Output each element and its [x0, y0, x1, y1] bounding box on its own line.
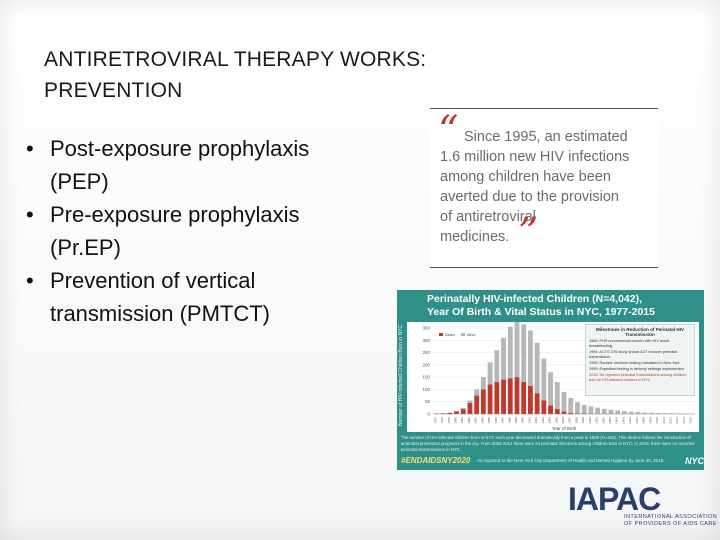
milestone-item: 1999: Expedited testing in delivery settings implemented [589, 367, 684, 371]
legend-swatch-alive [461, 333, 465, 336]
x-tick-label: 1980 [453, 417, 458, 424]
bullet-text-line: Post-exposure prophylaxis [50, 136, 310, 161]
quote-box [430, 108, 658, 268]
x-tick-label: 1997 [567, 417, 572, 424]
bar-dead [454, 412, 459, 414]
x-tick-label: 1995 [554, 417, 559, 424]
bullet-item-pmtct [26, 264, 386, 330]
x-tick-label: 1986 [493, 417, 498, 424]
quote-line: among children have been [440, 169, 611, 185]
x-tick-label: 1979 [446, 417, 451, 424]
chart-area [407, 322, 699, 432]
x-tick-label: 2000 [587, 417, 592, 424]
x-tick-label: 1985 [487, 417, 492, 424]
bullet-text-line: transmission (PMTCT) [50, 301, 271, 326]
quote-line: 1.6 million new HIV infections [440, 149, 630, 165]
milestones-box [585, 324, 695, 396]
bar-alive [562, 392, 567, 412]
bar-alive [481, 377, 486, 389]
x-tick-label: 2008 [641, 417, 646, 424]
bar-alive [508, 327, 513, 379]
x-tick-label: 1978 [440, 417, 445, 424]
logo-wordmark: IAPAC [568, 481, 661, 517]
infographic-side-label: Number of HIV-infected Children Born in NYC [398, 324, 404, 426]
legend-label-dead: Dead [445, 332, 455, 337]
source-credit: As reported to the New York City Department of Health and Mental Hygiene by June 30, 2016. [477, 458, 665, 463]
x-tick-label: 1996 [561, 417, 565, 424]
bar-dead [548, 405, 553, 414]
y-tick-label: 50 [424, 399, 430, 405]
bullet-list [26, 132, 386, 330]
x-tick-label: 1982 [466, 417, 471, 424]
x-tick-label: 2010 [655, 417, 660, 424]
quote-text [440, 127, 655, 247]
bar-alive [588, 406, 593, 413]
bar-alive [468, 400, 473, 402]
bar-alive [635, 412, 640, 414]
bar-alive [575, 402, 580, 413]
x-tick-label: 2009 [648, 417, 653, 424]
bullet-text-line: Pre-exposure prophylaxis [50, 202, 300, 227]
x-tick-label: 1992 [534, 417, 539, 424]
bar-alive [615, 410, 620, 414]
bar-alive [488, 362, 493, 384]
quote-line: of antiretroviral [440, 209, 536, 225]
y-tick-label: 0 [427, 411, 430, 417]
y-tick-label: 350 [422, 325, 430, 331]
bar-dead [501, 380, 506, 414]
infographic-title-line: Perinatally HIV-infected Children (N=4,042), [427, 293, 643, 305]
bar-alive [541, 359, 546, 401]
bar-dead [528, 386, 533, 414]
x-tick-label: 2004 [614, 417, 619, 424]
bar-dead [535, 393, 540, 414]
hashtag-text: #ENDAIDSNY2020 [401, 456, 471, 465]
x-tick-label: 1989 [513, 417, 518, 424]
x-tick-label: 2012 [668, 417, 673, 424]
x-tick-label: 2013 [675, 417, 680, 424]
bar-alive [568, 398, 573, 413]
nyc-logo: NYC [685, 456, 705, 466]
bullet-dot-icon: • [26, 268, 34, 293]
bar-dead [541, 400, 546, 414]
title-line-2: PREVENTION [44, 79, 183, 102]
x-tick-label: 1993 [540, 417, 545, 424]
bar-alive [595, 408, 600, 414]
milestone-item: 2015: No reported perinatal transmissions among children born to HIV-infected mothers in NYC [589, 373, 687, 382]
bar-alive [494, 350, 499, 382]
milestones-title: Milestones in Reduction of Perinatal HIV Transmission [595, 327, 685, 337]
bar-alive [555, 382, 560, 409]
bar-dead [521, 382, 526, 414]
bullet-item-prep [26, 198, 386, 264]
x-tick-label: 1984 [480, 417, 485, 424]
legend-label-alive: Alive [467, 332, 476, 337]
bar-alive [535, 343, 540, 393]
bullet-text-line: (PEP) [50, 169, 109, 194]
x-tick-label: 2011 [661, 417, 666, 424]
bar-alive [528, 330, 533, 385]
y-tick-label: 250 [422, 350, 430, 356]
infographic-title-line: Year Of Birth & Vital Status in NYC, 1977-2015 [427, 306, 655, 318]
bar-dead [481, 389, 486, 414]
title-line-1: ANTIRETROVIRAL THERAPY WORKS: [44, 48, 427, 71]
bar-dead [461, 409, 466, 414]
quote-line: averted due to the provision [440, 189, 619, 205]
bar-dead [474, 396, 479, 414]
y-tick-label: 100 [422, 386, 430, 392]
bar-dead [562, 412, 567, 414]
iapac-logo [568, 480, 718, 536]
quote-line: medicines. [440, 229, 510, 245]
bar-alive [521, 324, 526, 382]
bullet-dot-icon: • [26, 136, 34, 161]
bullet-dot-icon: • [26, 202, 34, 227]
bar-alive [474, 389, 479, 395]
infographic-title [427, 293, 702, 319]
logo-subtitle-line: INTERNATIONAL ASSOCIATION [624, 514, 718, 520]
bar-dead [508, 378, 513, 414]
x-axis-label: Year of Birth [551, 426, 577, 431]
bullet-item-pep [26, 132, 386, 198]
y-tick-label: 200 [422, 362, 430, 368]
x-tick-label: 2003 [608, 417, 613, 424]
x-tick-label: 2005 [621, 417, 626, 424]
bar-alive [501, 338, 506, 380]
close-quote-icon: ” [518, 210, 539, 256]
bar-dead [555, 409, 560, 414]
y-tick-label: 150 [422, 374, 430, 380]
infographic-footnote: The number of HIV-infected children born in NYC each year decreased dramatically from a peak in 1989 (N=383). This decline follows the introduction of antenatal prevention programs in the city. From 2005-2014 there were 24 perinatal infections among children born in NYC; in 2015, there were no reported perinatal transmissions in NYC. [401, 435, 695, 452]
quote-line: Since 1995, an estimated [464, 129, 628, 145]
infographic [397, 290, 704, 470]
bar-alive [602, 409, 607, 414]
x-tick-label: 1990 [520, 417, 525, 424]
x-tick-label: 1977 [433, 417, 438, 424]
bar-alive [515, 322, 520, 377]
bullet-text-line: (Pr.EP) [50, 235, 121, 260]
logo-subtitle [624, 514, 718, 528]
x-tick-label: 2006 [628, 417, 633, 424]
logo-subtitle-line: OF PROVIDERS OF AIDS CARE [624, 521, 717, 527]
x-tick-label: 1999 [581, 417, 586, 424]
bar-dead [488, 385, 493, 414]
x-tick-label: 2007 [634, 417, 639, 424]
milestone-item: 1985: PHS recommends women with HIV avoid breastfeeding [589, 339, 669, 348]
bar-dead [515, 377, 520, 414]
x-tick-label: 1988 [507, 417, 512, 424]
bar-alive [461, 408, 466, 409]
x-tick-label: 2002 [601, 417, 606, 424]
bar-dead [494, 382, 499, 414]
bar-alive [622, 411, 627, 414]
x-tick-label: 1981 [460, 417, 465, 424]
legend-swatch-dead [439, 333, 443, 336]
bar-alive [582, 405, 587, 414]
bar-alive [548, 372, 553, 405]
x-tick-label: 1991 [527, 417, 532, 424]
milestone-item: 1994: ACTG 076 study shows AZT reduces perinatal transmission [589, 350, 678, 359]
milestone-item: 1995: Routine newborn testing mandated in New York [589, 361, 680, 365]
bar-dead [468, 403, 473, 414]
x-tick-label: 1983 [473, 417, 478, 424]
x-tick-label: 1994 [547, 417, 552, 424]
bar-alive [609, 410, 614, 414]
bar-alive [629, 412, 634, 414]
x-tick-label: 1998 [574, 417, 579, 424]
x-tick-label: 2015 [688, 417, 693, 424]
x-tick-label: 2014 [681, 417, 686, 424]
bullet-text-line: Prevention of vertical [50, 268, 256, 293]
y-tick-label: 300 [422, 337, 430, 343]
open-quote-icon: “ [438, 108, 459, 154]
x-tick-label: 1987 [500, 417, 505, 424]
slide-title [44, 44, 504, 106]
x-tick-label: 2001 [594, 417, 599, 424]
